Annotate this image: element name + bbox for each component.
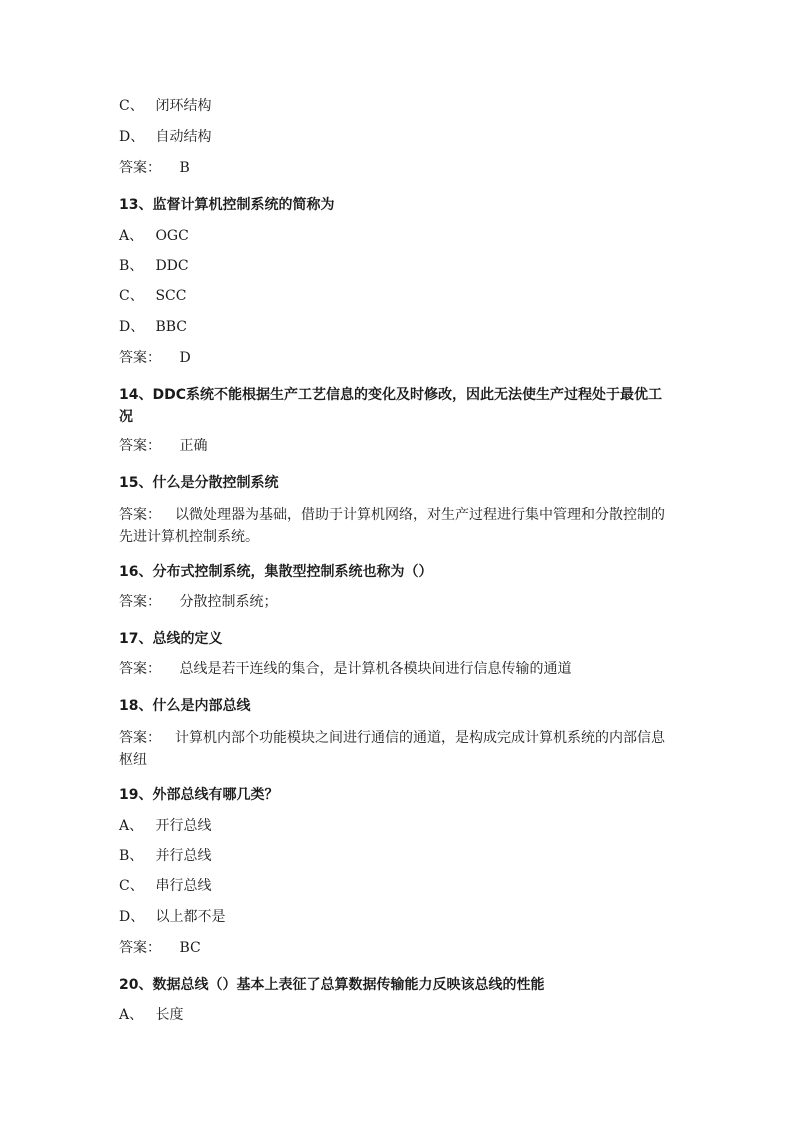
question-16: 16、分布式控制系统，集散型控制系统也称为（） xyxy=(119,564,433,580)
question-14: 14、DDC系统不能根据生产工艺信息的变化及时修改，因此无法使生产过程处于最优工况 xyxy=(119,387,662,425)
answer-text: 计算机内部个功能模块之间进行通信的通道，是构成完成计算机系统的内部信息枢纽 xyxy=(119,730,665,768)
option-d xyxy=(119,126,679,148)
option-a xyxy=(119,815,679,837)
option-text: 自动结构 xyxy=(155,129,212,145)
answer xyxy=(119,591,679,613)
answer-text: D xyxy=(179,350,191,366)
answer-text: 总线是若干连线的集合，是计算机各模块间进行信息传输的通道 xyxy=(179,661,572,677)
question-20: 20、数据总线（）基本上表征了总算数据传输能力反映该总线的性能 xyxy=(119,977,545,993)
answer-label: 答案： xyxy=(119,160,161,176)
option-c xyxy=(119,875,679,897)
option-b xyxy=(119,255,679,277)
option-label: D、 xyxy=(119,909,145,925)
option-text: DDC xyxy=(155,258,189,274)
question-18: 18、什么是内部总线 xyxy=(119,698,251,714)
option-label: B、 xyxy=(119,848,144,864)
answer-text: 以微处理器为基础，借助于计算机网络，对生产过程进行集中管理和分散控制的先进计算机控制系统。 xyxy=(119,507,665,545)
option-label: B、 xyxy=(119,258,144,274)
answer xyxy=(119,727,675,771)
answer-label: 答案： xyxy=(119,730,161,746)
answer-label: 答案： xyxy=(119,350,161,366)
answer-label: 答案： xyxy=(119,507,161,523)
question-13: 13、监督计算机控制系统的简称为 xyxy=(119,197,335,213)
option-text: OGC xyxy=(155,228,189,244)
option-label: A、 xyxy=(119,818,144,834)
answer xyxy=(119,157,679,179)
option-c xyxy=(119,95,679,117)
answer-label: 答案： xyxy=(119,594,161,610)
option-text: 串行总线 xyxy=(155,878,212,894)
option-c xyxy=(119,285,679,307)
option-d xyxy=(119,316,679,338)
answer-text: 分散控制系统； xyxy=(179,594,278,610)
answer-label: 答案： xyxy=(119,438,161,454)
option-label: C、 xyxy=(119,878,144,894)
option-a xyxy=(119,225,679,247)
answer-text: 正确 xyxy=(179,438,208,454)
question-17: 17、总线的定义 xyxy=(119,631,223,647)
option-label: D、 xyxy=(119,129,145,145)
option-text: 并行总线 xyxy=(155,848,212,864)
answer-label: 答案： xyxy=(119,661,161,677)
option-text: 长度 xyxy=(155,1007,184,1023)
answer xyxy=(119,504,675,548)
option-text: 以上都不是 xyxy=(155,909,226,925)
answer xyxy=(119,658,679,680)
answer xyxy=(119,937,679,959)
option-b xyxy=(119,845,679,867)
option-text: 开行总线 xyxy=(155,818,212,834)
option-a xyxy=(119,1004,679,1026)
option-label: C、 xyxy=(119,98,144,114)
option-label: A、 xyxy=(119,1007,144,1023)
option-label: C、 xyxy=(119,288,144,304)
option-d xyxy=(119,906,679,928)
answer-text: B xyxy=(179,160,190,176)
option-label: D、 xyxy=(119,319,145,335)
option-text: 闭环结构 xyxy=(155,98,212,114)
question-15: 15、什么是分散控制系统 xyxy=(119,475,279,491)
answer xyxy=(119,347,679,369)
question-19: 19、外部总线有哪几类？ xyxy=(119,787,279,803)
answer-text: BC xyxy=(179,940,201,956)
option-text: BBC xyxy=(155,319,188,335)
answer xyxy=(119,435,679,457)
option-text: SCC xyxy=(155,288,187,304)
answer-label: 答案： xyxy=(119,940,161,956)
option-label: A、 xyxy=(119,228,144,244)
